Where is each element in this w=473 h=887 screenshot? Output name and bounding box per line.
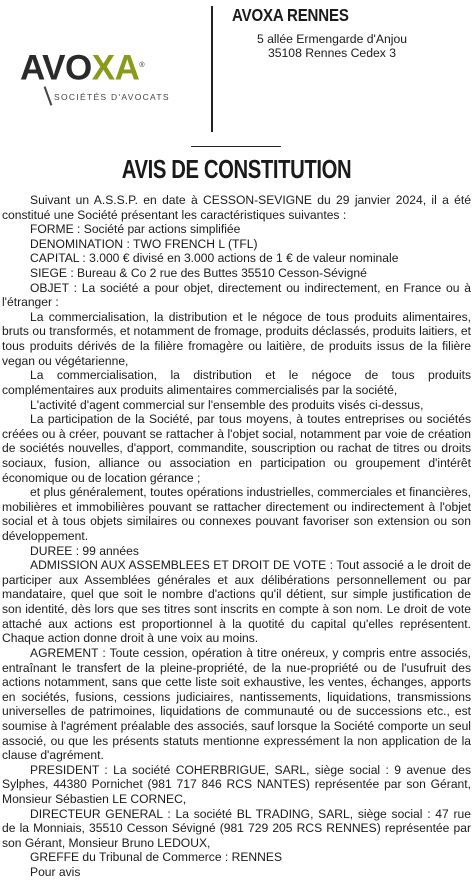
firm-block [222, 4, 462, 60]
header-divider [211, 6, 213, 132]
paragraph-denomination: DENOMINATION : TWO FRENCH L (TFL) [30, 236, 258, 251]
avoxa-logo [20, 44, 190, 114]
paragraph-objet-5: et plus généralement, toutes opérations industrielles, commerciales et financières, mobilières et immobilières pouvant se rattacher directement ou indirectement à l'objet social et à tous objets similaires ou connexes pouvant favoriser son extension ou son développement. [2, 485, 471, 544]
paragraph-directeur-general: DIRECTEUR GENERAL : La société BL TRADING, SARL, siège social : 47 rue de la Monniais, 35510 Cesson Sévigné (981 729 205 RCS RENNES) représentée par son Gérant, Monsieur Bruno LEDOUX, [2, 806, 471, 850]
paragraph-objet-2: La commercialisation, la distribution et le négoce de tous produits complémentaires aux produits alimentaires commercialisés par la société, [2, 368, 471, 397]
firm-address-line2: 35108 Rennes Cedex 3 [267, 46, 397, 60]
logo-subline: SOCIÉTÉS D'AVOCATS [54, 92, 170, 102]
paragraph-admission: ADMISSION AUX ASSEMBLEES ET DROIT DE VOTE : Tout associé a le droit de participer aux Assemblées générales et aux délibérations personnellement ou par mandataire, quel que soit le nombre d'actions qu'il détient, sur simple justification de son identité, dès lors que ses titres sont inscrits en compte à son nom. Le droit de vote attaché aux actions est proportionnel à la quotité du capital qu'elles représentent. Chaque action donne droit à une voix au moins. [2, 558, 471, 646]
logo-wordmark [20, 44, 144, 91]
paragraph-intro: Suivant un A.S.S.P. en date à CESSON-SEVIGNE du 29 janvier 2024, il a été constitué une Société présentant les caractéristiques suivantes : [2, 193, 471, 222]
header [0, 0, 473, 140]
firm-name: AVOXA RENNES [232, 5, 349, 25]
paragraph-president: PRESIDENT : La société COHERBRIGUE, SARL, siège social : 9 avenue des Sylphes, 44380 Pornichet (981 717 846 RCS NANTES) représentée par son Gérant, Monsieur Sébastien LE CORNEC, [2, 762, 471, 806]
notice-body [2, 193, 471, 880]
paragraph-forme: FORME : Société par actions simplifiée [30, 222, 241, 237]
logo-wordmark-start: AVO [20, 48, 92, 88]
paragraph-duree: DUREE : 99 années [30, 543, 139, 558]
paragraph-pour-avis: Pour avis [30, 865, 81, 880]
registered-mark: ® [139, 62, 145, 69]
paragraph-greffe: GREFFE du Tribunal de Commerce : RENNES [30, 850, 283, 865]
firm-address-line1: 5 allée Ermengarde d'Anjou [256, 32, 408, 46]
logo-wordmark-xa: XA [91, 48, 140, 88]
paragraph-objet-3: L'activité d'agent commercial sur l'ensemble des produits visés ci-dessus, [30, 397, 424, 412]
paragraph-siege: SIEGE : Bureau & Co 2 rue des Buttes 35510 Cesson-Sévigné [30, 266, 367, 281]
paragraph-objet: OBJET : La société a pour objet, directement ou indirectement, en France ou à l'étranger : [2, 280, 471, 310]
paragraph-objet-4: La participation de la Société, par tous moyens, à toutes entreprises ou sociétés créées ou à créer, pouvant se rattacher à l'objet social, notamment par voie de création de sociétés nouvelles, d'apport, commandite, souscription ou rachat de titres ou droits sociaux, fusion, alliance ou association en participation ou groupement d'intérêt économique ou de location gérance ; [2, 412, 471, 485]
firm-address [232, 32, 432, 60]
paragraph-objet-1: La commercialisation, la distribution et le négoce de tous produits alimentaires, bruts ou transformés, et notamment de fromage, produits déclassés, produits laitiers, et tous produits dérivés de la filière fromagère ou laitière, de produits issus de la filière vegan ou végétarienne, [2, 309, 471, 368]
paragraph-capital: CAPITAL : 3.000 € divisé en 3.000 actions de 1 € de valeur nominale [30, 251, 399, 266]
title-rule [191, 146, 281, 147]
paragraph-agrement: AGREMENT : Toute cession, opération à titre onéreux, y compris entre associés, entraînant le transfert de la pleine-propriété, de la nue-propriété ou de l'usufruit des actions notamment, sans que cette liste soit exhaustive, les ventes, échanges, apports en sociétés, fusions, cessions judiciaires, nantissements, liquidations, transmissions universelles de patrimoines, liquidations de communauté ou de successions etc., est soumise à l'agrément préalable des associés, sauf lorsque la Société comporte un seul associé, ou que les présents statuts mentionne expressément la non application de la clause d'agrément. [2, 645, 471, 763]
notice-title: AVIS DE CONSTITUTION [121, 154, 352, 184]
